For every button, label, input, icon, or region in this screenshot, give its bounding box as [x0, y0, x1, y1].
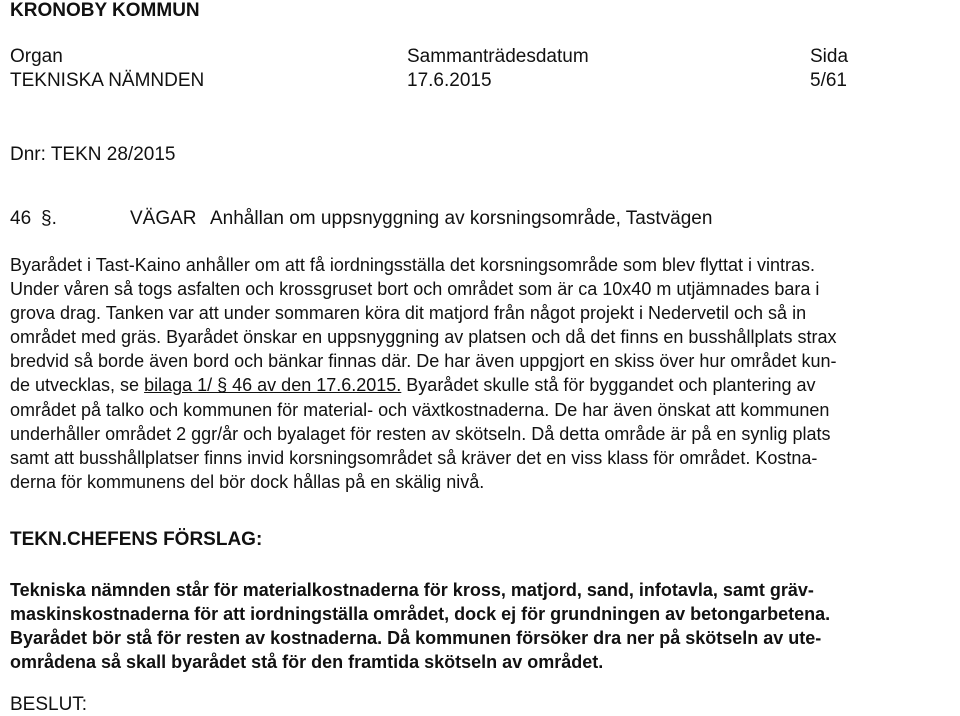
body-line: underhåller området 2 ggr/år och byalaget för resten av skötseln. Då detta område är på en synlig plats: [10, 423, 831, 444]
decision-heading: BESLUT:: [10, 694, 88, 715]
body-line: området med gräs. Byarådet önskar en uppsnyggning av platsen och då det finns en busshållplats strax: [10, 327, 837, 348]
proposal-line: Tekniska nämnden står för materialkostnaderna för kross, matjord, sand, infotavla, samt gräv-: [10, 580, 814, 600]
organ-value: TEKNISKA NÄMNDEN: [10, 70, 205, 91]
meeting-date-label: Sammanträdesdatum: [407, 46, 589, 67]
body-line: Under våren så togs asfalten och krossgruset bort och området som är ca 10x40 m utjämnades bara i: [10, 279, 820, 300]
diary-number: Dnr: TEKN 28/2015: [10, 144, 176, 165]
body-line: Byarådet i Tast-Kaino anhåller om att få iordningsställa det korsningsområde som blev flyttat i vintras.: [10, 255, 816, 275]
proposal-paragraph: [10, 578, 956, 674]
body-line: grova drag. Tanken var att under sommaren köra dit matjord från något projekt i Nedervetil och så in: [10, 303, 807, 324]
body-line: bredvid så borde även bord och bänkar finnas där. De har även uppgjort en skiss över hur området kun-: [10, 351, 837, 372]
proposal-line: områdena så skall byarådet stå för den framtida skötseln av området.: [10, 652, 604, 673]
body-text: Byarådet skulle stå för byggandet och plantering av: [401, 375, 816, 396]
section-title: Anhållan om uppsnyggning av korsningsområde, Tastvägen: [210, 208, 713, 229]
body-line: området på talko och kommunen för material- och växtkostnaderna. De har även önskat att kommunen: [10, 399, 830, 420]
section-category: VÄGAR: [130, 208, 197, 229]
municipality-name: KRONOBY KOMMUN: [10, 0, 200, 21]
body-line: samt att busshållplatser finns invid korsningsområdet så kräver det en viss klass för området. Kostna-: [10, 447, 818, 468]
body-line: derna för kommunens del bör dock hållas på en skälig nivå.: [10, 471, 485, 492]
proposal-heading: TEKN.CHEFENS FÖRSLAG:: [10, 529, 263, 550]
section-number: 46: [10, 208, 32, 229]
meeting-date-value: 17.6.2015: [407, 70, 492, 91]
body-line: [10, 373, 956, 397]
organ-label: Organ: [10, 46, 63, 67]
attachment-reference: bilaga 1/ § 46 av den 17.6.2015.: [144, 375, 402, 396]
proposal-line: Byarådet bör stå för resten av kostnaderna. Då kommunen försöker dra ner på skötseln av ute-: [10, 628, 822, 649]
page-number: 5/61: [810, 70, 847, 91]
section-symbol: §.: [41, 208, 57, 229]
body-paragraph: [10, 253, 956, 494]
page-label: Sida: [810, 46, 849, 67]
proposal-line: maskinskostnaderna för att iordningställa området, dock ej för grundningen av betongarbetena.: [10, 604, 831, 625]
body-text: de utvecklas, se: [10, 375, 145, 396]
